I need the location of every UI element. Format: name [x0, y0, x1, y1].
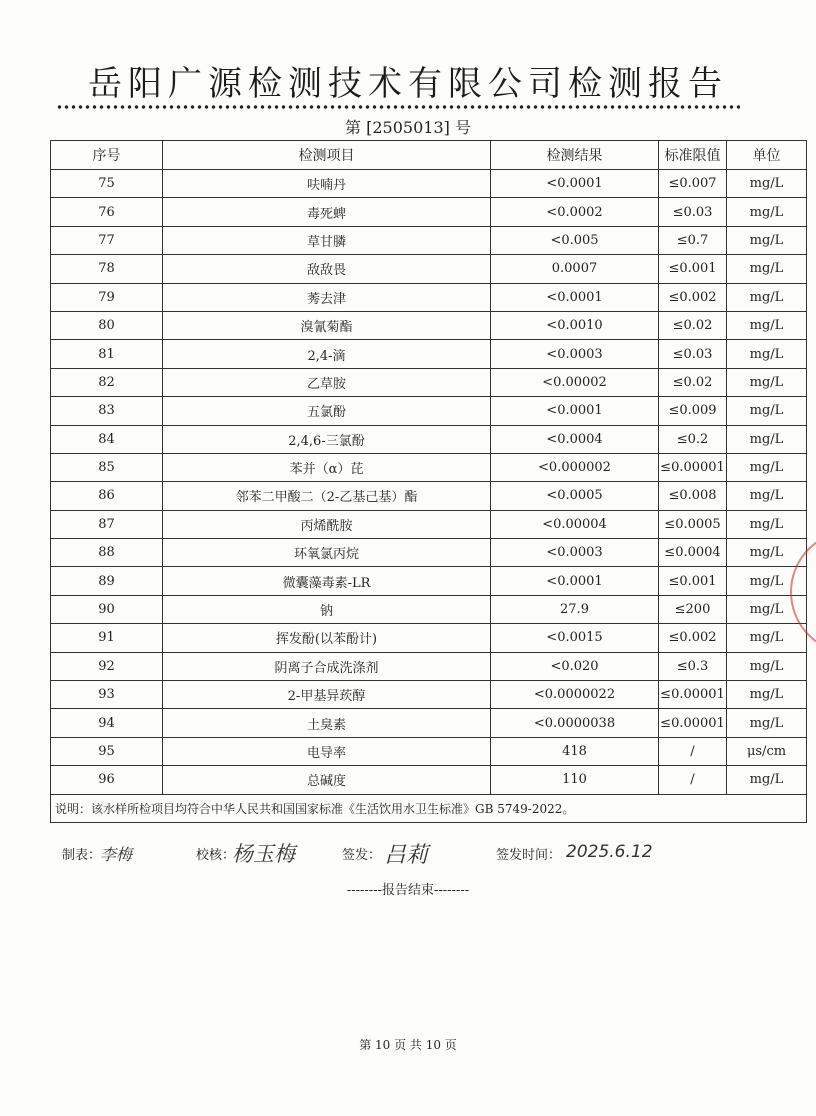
- row-item: 五氯酚: [163, 397, 491, 425]
- row-index: 79: [51, 283, 163, 311]
- row-limit: /: [659, 737, 727, 765]
- row-limit: ≤0.3: [659, 652, 727, 680]
- row-unit: mg/L: [727, 681, 807, 709]
- row-unit: mg/L: [727, 766, 807, 794]
- row-item: 呋喃丹: [163, 170, 491, 198]
- row-limit: ≤0.007: [659, 170, 727, 198]
- checked-by-signature: 杨玉梅: [232, 842, 295, 866]
- row-unit: mg/L: [727, 425, 807, 453]
- row-index: 86: [51, 482, 163, 510]
- row-limit: ≤0.009: [659, 397, 727, 425]
- row-item: 环氧氯丙烷: [163, 539, 491, 567]
- row-result: <0.000002: [491, 453, 659, 481]
- table-row: [51, 255, 807, 283]
- compliance-note: 说明：该水样所检项目均符合中华人民共和国国家标准《生活饮用水卫生标准》GB 5749-2022。: [51, 794, 807, 822]
- row-index: 83: [51, 397, 163, 425]
- approved-by-signature: 吕莉: [384, 843, 429, 868]
- table-row: [51, 652, 807, 680]
- row-index: 90: [51, 595, 163, 623]
- row-index: 85: [51, 453, 163, 481]
- row-index: 94: [51, 709, 163, 737]
- row-item: 毒死蜱: [163, 198, 491, 226]
- note-row: [51, 794, 807, 822]
- report-number: 第 [2505013] 号: [345, 118, 471, 137]
- row-limit: /: [659, 766, 727, 794]
- prepared-by-signature: 李梅: [100, 845, 133, 864]
- row-item: 苯并（α）芘: [163, 453, 491, 481]
- table-row: [51, 340, 807, 368]
- row-result: <0.0015: [491, 624, 659, 652]
- row-item: 草甘膦: [163, 226, 491, 254]
- row-limit: ≤0.03: [659, 198, 727, 226]
- row-index: 75: [51, 170, 163, 198]
- row-limit: ≤0.02: [659, 311, 727, 339]
- table-row: [51, 283, 807, 311]
- row-result: <0.0003: [491, 340, 659, 368]
- signature-row: [0, 838, 816, 878]
- row-limit: ≤0.7: [659, 226, 727, 254]
- row-result: <0.00002: [491, 368, 659, 396]
- row-result: <0.0002: [491, 198, 659, 226]
- report-end-marker: --------报告结束--------: [346, 883, 470, 898]
- table-row: [51, 311, 807, 339]
- row-unit: mg/L: [727, 539, 807, 567]
- row-result: <0.0010: [491, 311, 659, 339]
- row-limit: ≤0.002: [659, 624, 727, 652]
- row-item: 土臭素: [163, 709, 491, 737]
- row-index: 93: [51, 681, 163, 709]
- row-unit: mg/L: [727, 255, 807, 283]
- table-header-row: [51, 141, 807, 170]
- row-index: 95: [51, 737, 163, 765]
- table-row: [51, 510, 807, 538]
- col-header-result: 检测结果: [491, 141, 659, 170]
- row-result: 0.0007: [491, 255, 659, 283]
- row-limit: ≤0.001: [659, 567, 727, 595]
- col-header-limit: 标准限值: [659, 141, 727, 170]
- row-result: <0.0000022: [491, 681, 659, 709]
- row-result: <0.0004: [491, 425, 659, 453]
- row-index: 91: [51, 624, 163, 652]
- row-unit: mg/L: [727, 709, 807, 737]
- issue-date-label: 签发时间：: [496, 848, 562, 863]
- table-row: [51, 567, 807, 595]
- row-limit: ≤200: [659, 595, 727, 623]
- row-limit: ≤0.008: [659, 482, 727, 510]
- row-item: 2-甲基异莰醇: [163, 681, 491, 709]
- row-result: <0.0001: [491, 170, 659, 198]
- table-row: [51, 425, 807, 453]
- row-limit: ≤0.0004: [659, 539, 727, 567]
- row-item: 2,4-滴: [163, 340, 491, 368]
- row-item: 丙烯酰胺: [163, 510, 491, 538]
- row-item: 溴氰菊酯: [163, 311, 491, 339]
- table-row: [51, 198, 807, 226]
- table-row: [51, 595, 807, 623]
- row-index: 87: [51, 510, 163, 538]
- row-limit: ≤0.00001: [659, 453, 727, 481]
- row-index: 84: [51, 425, 163, 453]
- row-limit: ≤0.002: [659, 283, 727, 311]
- row-limit: ≤0.2: [659, 425, 727, 453]
- row-unit: mg/L: [727, 624, 807, 652]
- row-item: 2,4,6-三氯酚: [163, 425, 491, 453]
- row-item: 电导率: [163, 737, 491, 765]
- row-unit: mg/L: [727, 482, 807, 510]
- table-row: [51, 709, 807, 737]
- checked-by-label: 校核：: [196, 848, 236, 863]
- row-item: 阴离子合成洗涤剂: [163, 652, 491, 680]
- row-item: 钠: [163, 595, 491, 623]
- table-row: [51, 453, 807, 481]
- title-dotted-divider: [56, 104, 740, 110]
- row-result: 418: [491, 737, 659, 765]
- row-limit: ≤0.00001: [659, 709, 727, 737]
- row-result: 110: [491, 766, 659, 794]
- row-unit: mg/L: [727, 652, 807, 680]
- row-unit: mg/L: [727, 170, 807, 198]
- issue-date-handwritten: 2025.6.12: [566, 842, 653, 862]
- row-result: <0.005: [491, 226, 659, 254]
- row-unit: mg/L: [727, 397, 807, 425]
- row-index: 81: [51, 340, 163, 368]
- row-unit: mg/L: [727, 340, 807, 368]
- row-index: 76: [51, 198, 163, 226]
- row-result: <0.0001: [491, 283, 659, 311]
- row-item: 总碱度: [163, 766, 491, 794]
- row-index: 92: [51, 652, 163, 680]
- row-index: 96: [51, 766, 163, 794]
- row-index: 80: [51, 311, 163, 339]
- table-row: [51, 397, 807, 425]
- row-limit: ≤0.02: [659, 368, 727, 396]
- row-item: 微囊藻毒素-LR: [163, 567, 491, 595]
- row-item: 敌敌畏: [163, 255, 491, 283]
- row-unit: mg/L: [727, 311, 807, 339]
- row-unit: mg/L: [727, 226, 807, 254]
- table-row: [51, 170, 807, 198]
- row-unit: mg/L: [727, 510, 807, 538]
- row-result: <0.00004: [491, 510, 659, 538]
- row-result: <0.0003: [491, 539, 659, 567]
- table-row: [51, 681, 807, 709]
- row-result: <0.0000038: [491, 709, 659, 737]
- row-limit: ≤0.00001: [659, 681, 727, 709]
- row-limit: ≤0.0005: [659, 510, 727, 538]
- row-result: <0.0001: [491, 397, 659, 425]
- page-footer: 第 10 页 共 10 页: [359, 1038, 457, 1052]
- row-unit: mg/L: [727, 595, 807, 623]
- row-index: 78: [51, 255, 163, 283]
- seal-stamp-edge: [786, 530, 816, 650]
- table-row: [51, 539, 807, 567]
- row-limit: ≤0.001: [659, 255, 727, 283]
- row-unit: mg/L: [727, 453, 807, 481]
- row-index: 89: [51, 567, 163, 595]
- col-header-unit: 单位: [727, 141, 807, 170]
- row-unit: mg/L: [727, 368, 807, 396]
- col-header-index: 序号: [51, 141, 163, 170]
- row-result: 27.9: [491, 595, 659, 623]
- prepared-by-label: 制表：: [62, 848, 102, 863]
- row-result: <0.0001: [491, 567, 659, 595]
- row-result: <0.0005: [491, 482, 659, 510]
- row-item: 莠去津: [163, 283, 491, 311]
- results-table: [50, 140, 807, 823]
- table-row: [51, 482, 807, 510]
- row-item: 乙草胺: [163, 368, 491, 396]
- table-row: [51, 766, 807, 794]
- row-unit: mg/L: [727, 567, 807, 595]
- row-index: 82: [51, 368, 163, 396]
- table-row: [51, 624, 807, 652]
- table-row: [51, 737, 807, 765]
- report-title: 岳阳广源检测技术有限公司检测报告: [88, 64, 728, 104]
- col-header-item: 检测项目: [163, 141, 491, 170]
- row-unit: mg/L: [727, 283, 807, 311]
- table-row: [51, 368, 807, 396]
- row-item: 挥发酚(以苯酚计): [163, 624, 491, 652]
- row-index: 88: [51, 539, 163, 567]
- row-result: <0.020: [491, 652, 659, 680]
- row-index: 77: [51, 226, 163, 254]
- row-item: 邻苯二甲酸二（2-乙基己基）酯: [163, 482, 491, 510]
- table-row: [51, 226, 807, 254]
- row-unit: mg/L: [727, 198, 807, 226]
- row-unit: μs/cm: [727, 737, 807, 765]
- row-limit: ≤0.03: [659, 340, 727, 368]
- approved-by-label: 签发：: [342, 848, 382, 863]
